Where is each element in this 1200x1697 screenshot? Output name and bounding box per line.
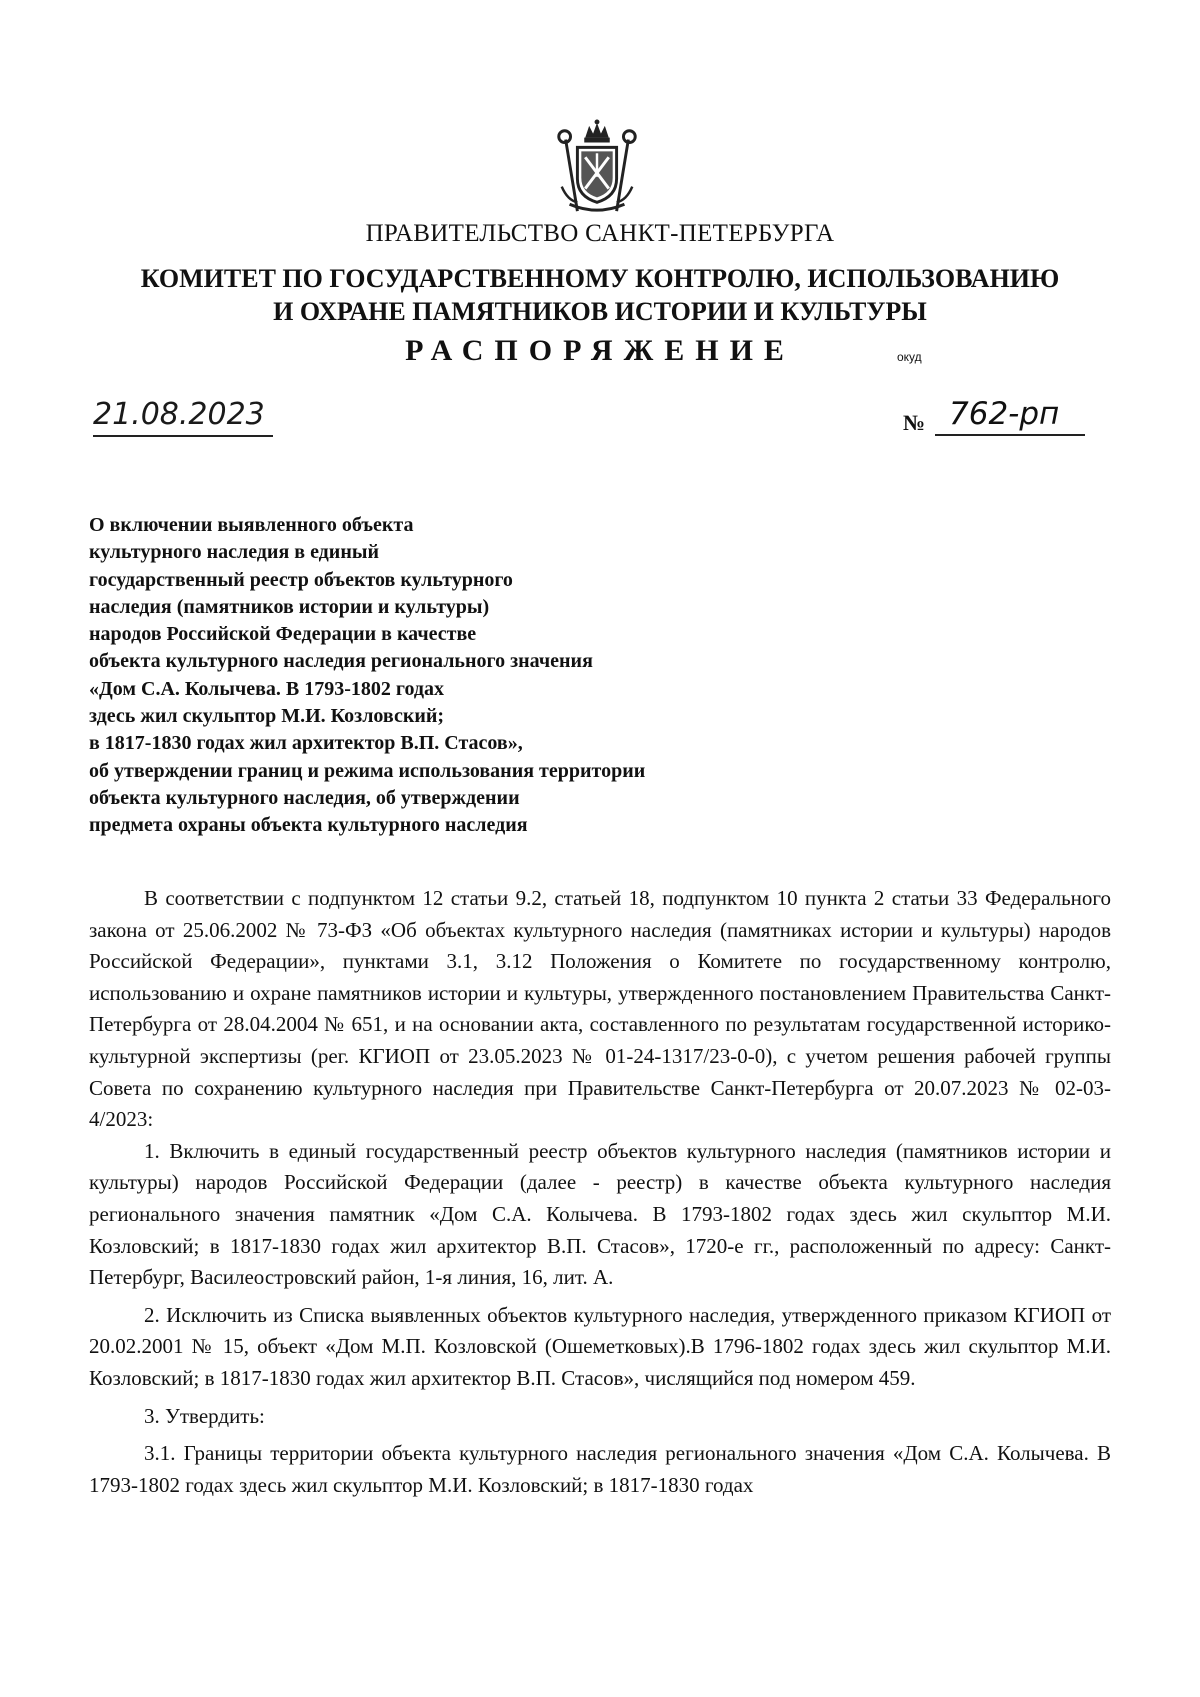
subject-line: об утверждении границ и режима использования территории bbox=[89, 759, 646, 782]
subject-line: в 1817-1830 годах жил архитектор В.П. Стасов», bbox=[89, 732, 523, 755]
government-title: ПРАВИТЕЛЬСТВО САНКТ-ПЕТЕРБУРГА bbox=[365, 220, 835, 247]
document-body bbox=[89, 883, 1111, 1501]
subject-line: народов Российской Федерации в качестве bbox=[89, 623, 477, 646]
subject-line: предмета охраны объекта культурного наследия bbox=[89, 814, 528, 837]
item-1-paragraph: 1. Включить в единый государственный реестр объектов культурного наследия (памятников истории и культуры) народов Российской Федерации (далее - реестр) в качестве объекта культурного наследия регионального значения памятник «Дом С.А. Колычева. В 1793-1802 годах здесь жил скульптор М.И. Козловский; в 1817-1830 годах жил архитектор В.П. Стасов», 1720-е гг., расположенный по адресу: Санкт-Петербург, Василеостровский район, 1-я линия, 16, лит. А. bbox=[89, 1138, 1111, 1290]
document-date: 21.08.2023 bbox=[93, 397, 273, 437]
number-sign: № bbox=[903, 410, 926, 435]
committee-title-line1: КОМИТЕТ ПО ГОСУДАРСТВЕННОМУ КОНТРОЛЮ, ИСПОЛЬЗОВАНИЮ bbox=[140, 264, 1060, 293]
subject-line: здесь жил скульптор М.И. Козловский; bbox=[89, 705, 445, 728]
subject-line: культурного наследия в единый bbox=[89, 541, 379, 564]
okud-label: окуд bbox=[897, 350, 922, 364]
document-number: 762-рп bbox=[935, 396, 1085, 436]
document-subject bbox=[89, 512, 809, 840]
subject-line: «Дом С.А. Колычева. В 1793-1802 годах bbox=[89, 677, 445, 700]
subject-line: государственный реестр объектов культурного bbox=[89, 568, 513, 591]
item-2-paragraph: 2. Исключить из Списка выявленных объектов культурного наследия, утвержденного приказом КГИОП от 20.02.2001 № 15, объект «Дом М.П. Козловской (Ошеметковых).В 1796-1802 годах здесь жил скульптор М.И. Козловский; в 1817-1830 годах жил архитектор В.П. Стасов», числящийся под номером 459. bbox=[89, 1302, 1111, 1390]
document-type: РАСПОРЯЖЕНИЕ bbox=[405, 334, 795, 367]
coat-of-arms-emblem bbox=[548, 118, 646, 216]
subject-line: наследия (памятников истории и культуры) bbox=[89, 595, 490, 618]
committee-title-line2: И ОХРАНЕ ПАМЯТНИКОВ ИСТОРИИ И КУЛЬТУРЫ bbox=[273, 297, 927, 326]
item-3-paragraph: 3. Утвердить: bbox=[144, 1403, 265, 1428]
coat-of-arms-icon bbox=[548, 118, 646, 216]
committee-title bbox=[0, 262, 1200, 328]
subject-line: объекта культурного наследия, об утверждении bbox=[89, 786, 520, 809]
subject-line: О включении выявленного объекта bbox=[89, 514, 414, 536]
item-3-1-paragraph: 3.1. Границы территории объекта культурного наследия регионального значения «Дом С.А. Колычева. В 1793-1802 годах здесь жил скульптор М.И. Козловский; в 1817-1830 годах bbox=[89, 1441, 1111, 1497]
preamble-paragraph: В соответствии с подпунктом 12 статьи 9.2, статьей 18, подпунктом 10 пункта 2 статьи 33 Федерального закона от 25.06.2002 № 73-ФЗ «Об объектах культурного наследия (памятниках истории и культуры) народов Российской Федерации», пунктами 3.1, 3.12 Положения о Комитете по государственному контролю, использованию и охране памятников истории и культуры, утвержденного постановлением Правительства Санкт-Петербурга от 28.04.2004 № 651, и на основании акта, составленного по результатам государственной историко-культурной экспертизы (рег. КГИОП от 23.05.2023 № 01-24-1317/23-0-0), с учетом решения рабочей группы Совета по сохранению культурного наследия при Правительстве Санкт-Петербурга от 20.07.2023 № 02-03-4/2023: bbox=[89, 886, 1111, 1132]
subject-line: объекта культурного наследия регионального значения bbox=[89, 650, 593, 673]
